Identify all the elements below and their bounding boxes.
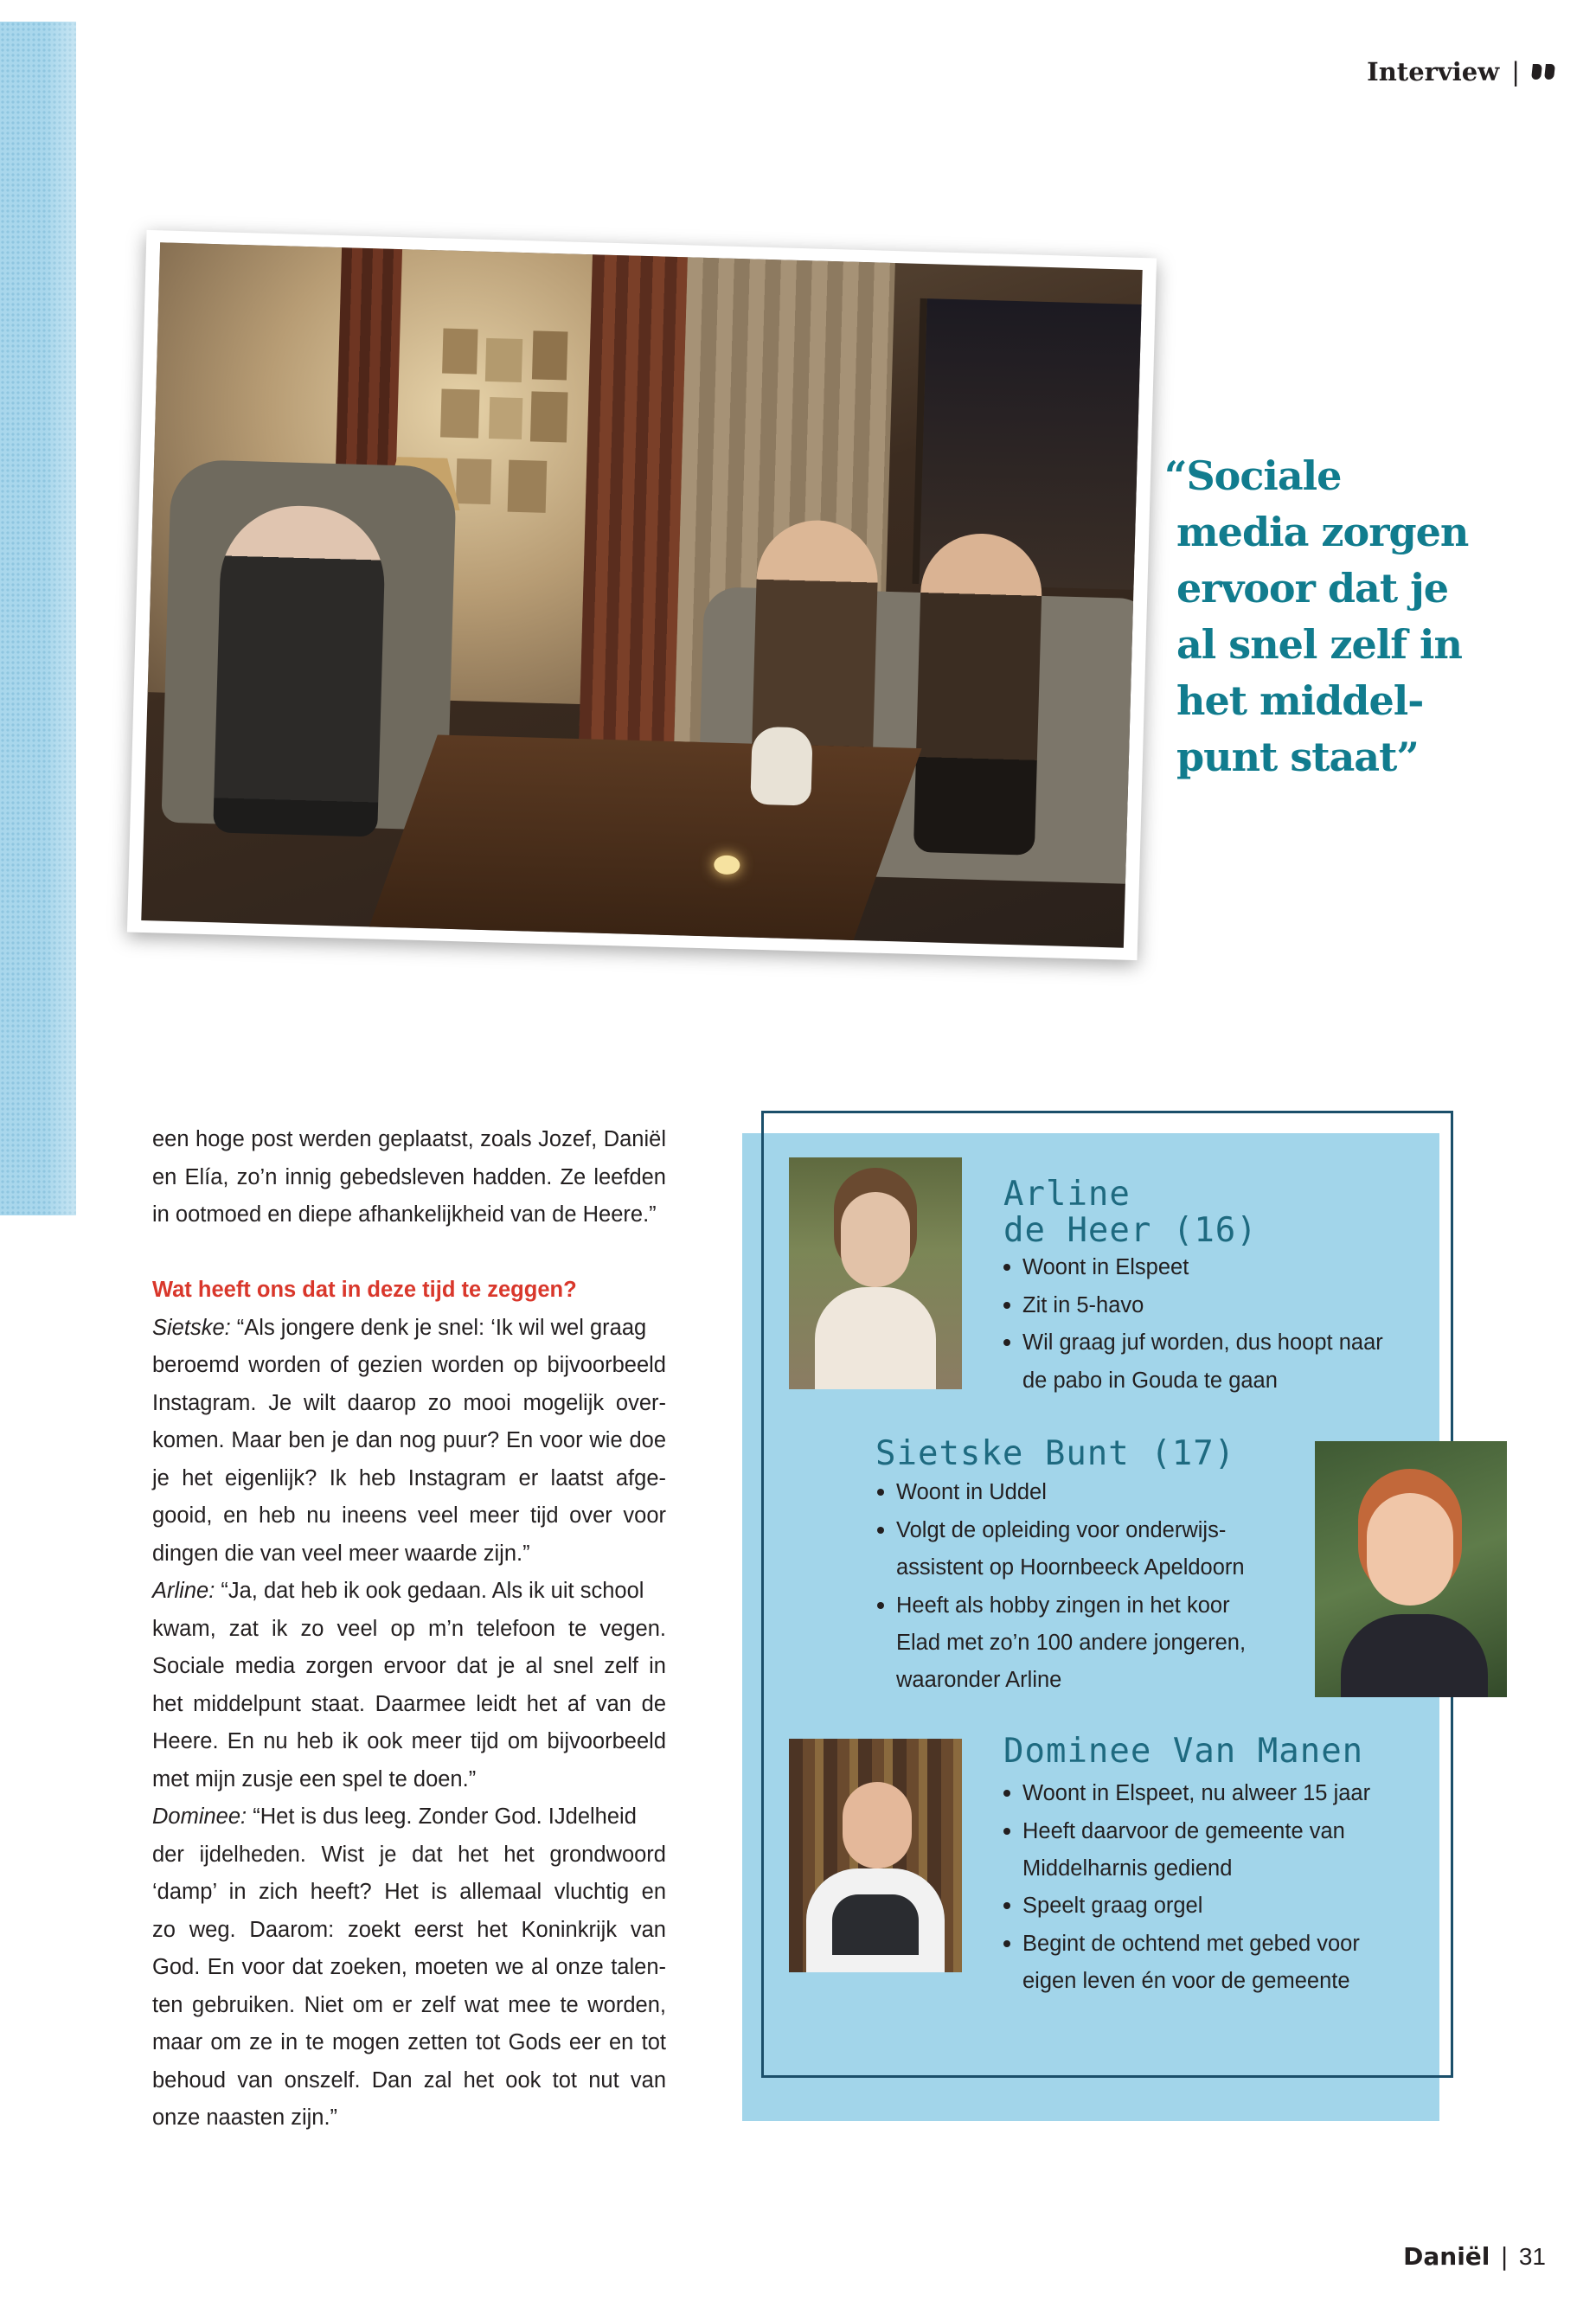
- sietske-portrait: [1315, 1441, 1507, 1697]
- list-item: Zit in 5-havo: [1000, 1287, 1383, 1325]
- body-line: in ootmoed en diepe afhankelijkheid van de Heere.”: [152, 1202, 657, 1227]
- body-line: en Elía, zo’n innig gebedsleven hadden. Ze leefden: [152, 1164, 666, 1189]
- sietske-name: Sietske Bunt (17): [875, 1434, 1236, 1473]
- sietske-fact-continuation: Elad met zo’n 100 andere jongeren,: [896, 1631, 1247, 1655]
- article-body: [152, 1121, 666, 2138]
- dominee-portrait: [789, 1739, 962, 1972]
- body-line: beroemd worden of gezien worden op bijvoorbeeld: [152, 1353, 666, 1377]
- group-photo-frame: [127, 230, 1157, 960]
- body-line: Sociale media zorgen ervoor dat je al snel zelf in: [152, 1654, 666, 1678]
- body-line: behoud van onszelf. Dan zal het ook tot nut van: [152, 2067, 666, 2093]
- answer-first-line: Dominee: “Het is dus leeg. Zonder God. IJdelheid: [152, 1804, 637, 1829]
- decorative-side-strip: [0, 22, 76, 1215]
- list-item: Woont in Elspeet, nu alweer 15 jaar: [1000, 1775, 1370, 1813]
- section-header: [1367, 57, 1554, 87]
- arline-fact-continuation: de pabo in Gouda te gaan: [1022, 1368, 1278, 1393]
- interview-question: Wat heeft ons dat in deze tijd te zeggen?: [152, 1278, 577, 1302]
- list-item: Speelt graag orgel: [1000, 1888, 1360, 1926]
- dominee-facts: [1000, 1775, 1370, 1850]
- footer-separator: |: [1500, 2242, 1509, 2271]
- body-line: Instagram. Je wilt daarop zo mooi mogelijk over-: [152, 1390, 666, 1415]
- body-line: kwam, zat ik zo veel op m’n telefoon te vegen.: [152, 1616, 666, 1641]
- page-number: 31: [1518, 2242, 1546, 2270]
- arline-name: Arline de Heer (16): [1003, 1175, 1258, 1250]
- body-line: komen. Maar ben je dan nog puur? En voor wie doe: [152, 1428, 666, 1452]
- body-line: gooid, en heb nu ineens veel meer tijd over voor: [152, 1503, 666, 1528]
- pull-quote-line: media zorgen: [1176, 509, 1469, 555]
- dominee-fact-continuation: Middelharnis gediend: [1022, 1856, 1233, 1881]
- body-line: ‘damp’ in zich heeft? Het is allemaal vluchtig en: [152, 1880, 666, 1904]
- speaker-label: Dominee:: [152, 1804, 247, 1829]
- header-separator: |: [1511, 57, 1520, 87]
- body-line: der ijdelheden. Wist je dat het het grondwoord: [152, 1842, 666, 1867]
- arline-facts: [1000, 1249, 1383, 1362]
- pull-quote: [1164, 448, 1469, 785]
- list-item: Volgt de opleiding voor onderwijs-: [874, 1512, 1226, 1550]
- quote-icon: [1532, 64, 1554, 80]
- arline-portrait: [789, 1157, 962, 1389]
- body-line: het middelpunt staat. Daarmee leidt het af van de: [152, 1691, 666, 1716]
- body-line: met mijn zusje een spel te doen.”: [152, 1766, 477, 1791]
- pull-quote-line: het middel-: [1176, 677, 1424, 724]
- body-line: dingen die van veel meer waarde zijn.”: [152, 1541, 530, 1566]
- body-line: een hoge post werden geplaatst, zoals Jozef, Daniël: [152, 1127, 666, 1151]
- answer-first-line: Arline: “Ja, dat heb ik ook gedaan. Als ik uit school: [152, 1579, 644, 1603]
- list-item: Heeft daarvoor de gemeente van: [1000, 1813, 1370, 1851]
- sietske-fact-continuation: assistent op Hoornbeeck Apeldoorn: [896, 1555, 1245, 1580]
- body-line: Heere. En nu heb ik ook meer tijd om bijvoorbeeld: [152, 1729, 666, 1753]
- page-footer: [1403, 2242, 1546, 2271]
- speaker-label: Sietske:: [152, 1315, 231, 1340]
- dominee-name: Dominee Van Manen: [1003, 1732, 1364, 1771]
- sietske-fact-continuation: waaronder Arline: [896, 1668, 1062, 1692]
- body-line: God. En voor dat zoeken, moeten we al onze talen-: [152, 1955, 666, 1979]
- list-item: Woont in Elspeet: [1000, 1249, 1383, 1287]
- dominee-fact-continuation: eigen leven én voor de gemeente: [1022, 1969, 1350, 1993]
- magazine-name: Daniël: [1403, 2242, 1490, 2271]
- list-item: Heeft als hobby zingen in het koor: [874, 1587, 1230, 1625]
- speaker-label: Arline:: [152, 1579, 215, 1603]
- pull-quote-line: al snel zelf in: [1176, 621, 1462, 668]
- living-room-photo: [141, 242, 1142, 947]
- section-label: Interview: [1367, 57, 1500, 87]
- body-line: zo weg. Daarom: zoekt eerst het Koninkrijk van: [152, 1917, 666, 1942]
- body-line: maar om ze in te mogen zetten tot Gods eer en tot: [152, 2030, 666, 2054]
- body-line: ten gebruiken. Niet om er zelf wat mee te worden,: [152, 1992, 666, 2017]
- body-line: je het eigenlijk? Ik heb Instagram er laatst afge-: [152, 1465, 666, 1490]
- pull-quote-line: “Sociale: [1164, 452, 1342, 499]
- list-item: Wil graag juf worden, dus hoopt naar: [1000, 1324, 1383, 1362]
- list-item: Woont in Uddel: [874, 1474, 1226, 1512]
- pull-quote-line: ervoor dat je: [1176, 565, 1448, 612]
- dominee-facts-2: [1000, 1888, 1360, 1963]
- sietske-facts-2: [874, 1587, 1230, 1625]
- body-line: onze naasten zijn.”: [152, 2106, 338, 2130]
- sietske-facts: [874, 1474, 1226, 1549]
- pull-quote-line: punt staat”: [1176, 734, 1419, 780]
- list-item: Begint de ochtend met gebed voor: [1000, 1926, 1360, 1964]
- answer-first-line: Sietske: “Als jongere denk je snel: ‘Ik wil wel graag: [152, 1315, 647, 1340]
